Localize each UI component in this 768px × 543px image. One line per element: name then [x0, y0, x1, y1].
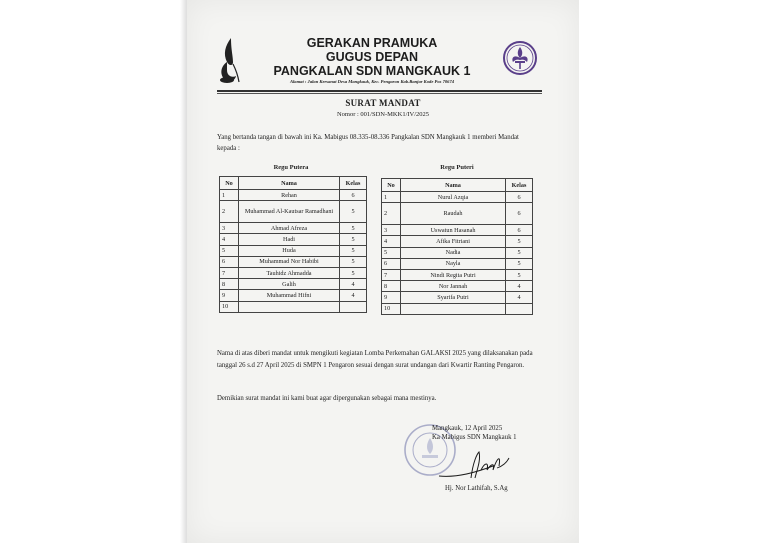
- cell-nama: Hadi: [239, 234, 340, 245]
- table-row: [220, 201, 367, 223]
- cell-nama: Nindi Regita Putri: [401, 269, 506, 280]
- cell-no: 8: [220, 279, 239, 290]
- table-row: [382, 236, 533, 247]
- cell-kelas: 5: [340, 201, 367, 223]
- cell-kelas: 5: [340, 234, 367, 245]
- penutup-paragraph: Demikian surat mandat ini kami buat agar dipergunakan sebagai mana mestinya.: [217, 395, 437, 402]
- cell-no: 10: [220, 301, 239, 312]
- cell-kelas: 5: [506, 258, 533, 269]
- letterhead-address: Alamat : Jalan Kersanat Desa Mangkauk, Kec. Pengaron Kab.Banjar Kode Pos 70674: [289, 79, 455, 84]
- puteri-title: Regu Puteri: [440, 164, 474, 171]
- cell-no: 7: [382, 269, 401, 280]
- cell-nama: Tauhidz Ahmadda: [239, 267, 340, 278]
- cell-nama: Muhammad Nor Habibi: [239, 256, 340, 267]
- puteri-header-no: No: [382, 179, 401, 192]
- cell-kelas: 5: [340, 256, 367, 267]
- wosm-emblem-icon: [502, 40, 538, 76]
- cell-no: 6: [220, 256, 239, 267]
- page-shadow: [180, 0, 187, 543]
- putera-header-kelas: Kelas: [340, 177, 367, 190]
- cell-kelas: [506, 303, 533, 314]
- cell-nama: Nayla: [401, 258, 506, 269]
- cell-nama: Huda: [239, 245, 340, 256]
- cell-kelas: 5: [506, 247, 533, 258]
- table-row: [382, 292, 533, 303]
- cell-kelas: 6: [506, 203, 533, 225]
- cell-kelas: 4: [340, 279, 367, 290]
- cell-nama: Galih: [239, 279, 340, 290]
- putera-table: [219, 176, 367, 313]
- cell-no: 7: [220, 267, 239, 278]
- signature-date: Mangkauk, 12 April 2025: [432, 425, 503, 432]
- cell-kelas: 4: [506, 281, 533, 292]
- cell-nama: [239, 301, 340, 312]
- cell-no: 10: [382, 303, 401, 314]
- cell-nama: Muhammad Hifni: [239, 290, 340, 301]
- letter-page: [187, 0, 579, 543]
- table-row: [220, 190, 367, 201]
- letterhead-line1: GERAKAN PRAMUKA: [306, 36, 438, 50]
- table-row: [382, 203, 533, 225]
- letterhead: [187, 30, 579, 92]
- cell-no: 1: [382, 192, 401, 203]
- cell-nama: Nurul Azqia: [401, 192, 506, 203]
- cell-kelas: 5: [506, 236, 533, 247]
- cell-nama: Muhammad Al-Kautsar Ramadhani: [239, 201, 340, 223]
- signature-name: Hj. Nor Lathifah, S.Ag: [445, 485, 508, 492]
- table-row: [220, 245, 367, 256]
- handwritten-signature-icon: [437, 448, 517, 484]
- cell-no: 3: [382, 225, 401, 236]
- cell-no: 1: [220, 190, 239, 201]
- table-row: [382, 269, 533, 280]
- table-row: [220, 256, 367, 267]
- cell-no: 4: [382, 236, 401, 247]
- cell-kelas: 4: [340, 290, 367, 301]
- table-row: [382, 247, 533, 258]
- cell-no: 9: [382, 292, 401, 303]
- signature-position: Ka Mabigus SDN Mangkauk 1: [432, 434, 517, 441]
- cell-kelas: 4: [506, 292, 533, 303]
- table-row: [382, 192, 533, 203]
- cell-no: 9: [220, 290, 239, 301]
- table-row: [220, 267, 367, 278]
- table-row: [220, 223, 367, 234]
- table-row: [382, 258, 533, 269]
- cell-no: 5: [382, 247, 401, 258]
- cell-nama: Nor Jannah: [401, 281, 506, 292]
- putera-header-no: No: [220, 177, 239, 190]
- puteri-table: [381, 178, 533, 315]
- cell-kelas: 6: [506, 225, 533, 236]
- puteri-header-kelas: Kelas: [506, 179, 533, 192]
- cell-nama: [401, 303, 506, 314]
- cell-nama: Rehan: [239, 190, 340, 201]
- cell-kelas: 6: [340, 190, 367, 201]
- cell-nama: Ahmad Afreza: [239, 223, 340, 234]
- cell-kelas: [340, 301, 367, 312]
- table-row: [382, 225, 533, 236]
- letterhead-line3: PANGKALAN SDN MANGKAUK 1: [273, 64, 471, 78]
- cell-no: 3: [220, 223, 239, 234]
- putera-title: Regu Putera: [273, 164, 309, 171]
- table-row: [220, 234, 367, 245]
- cell-no: 4: [220, 234, 239, 245]
- letterhead-line2: GUGUS DEPAN: [325, 50, 419, 64]
- letterhead-rule: [217, 90, 542, 92]
- cell-nama: Raudah: [401, 203, 506, 225]
- table-row: [382, 281, 533, 292]
- puteri-header-nama: Nama: [401, 179, 506, 192]
- cell-no: 8: [382, 281, 401, 292]
- cell-nama: Syarifa Putri: [401, 292, 506, 303]
- letterhead-rule-thin: [217, 93, 542, 94]
- cell-kelas: 6: [506, 192, 533, 203]
- cell-kelas: 5: [340, 223, 367, 234]
- cell-kelas: 5: [340, 245, 367, 256]
- intro-paragraph: Yang bertanda tangan di bawah ini Ka. Mabigus 08.335-08.336 Pangkalan SDN Mangkauk 1 memberi Mandat kepada :: [217, 134, 519, 152]
- cell-no: 6: [382, 258, 401, 269]
- cell-kelas: 5: [506, 269, 533, 280]
- cell-no: 5: [220, 245, 239, 256]
- cell-nama: Uswatun Hasanah: [401, 225, 506, 236]
- putera-header-nama: Nama: [239, 177, 340, 190]
- table-row: [220, 290, 367, 301]
- table-row: [220, 301, 367, 312]
- table-row: [220, 279, 367, 290]
- cell-nama: Nadia: [401, 247, 506, 258]
- table-row: [382, 303, 533, 314]
- closing-paragraph: Nama di atas diberi mandat untuk mengikuti kegiatan Lomba Perkemahan GALAKSI 2025 yang dilaksanakan pada tanggal 26 s.d 27 April 2025 di SMPN 1 Pengaron sesuai dengan surat undangan dari Kwartir Ranting Pengaron.: [217, 350, 533, 369]
- tunas-kelapa-logo-icon: [217, 36, 241, 86]
- cell-no: 2: [220, 201, 239, 223]
- cell-kelas: 5: [340, 267, 367, 278]
- cell-nama: Afika Fitriani: [401, 236, 506, 247]
- letter-title: SURAT MANDAT: [345, 98, 421, 108]
- letter-number: Nomor : 001/SDN-MKK1/IV/2025: [336, 111, 430, 118]
- cell-no: 2: [382, 203, 401, 225]
